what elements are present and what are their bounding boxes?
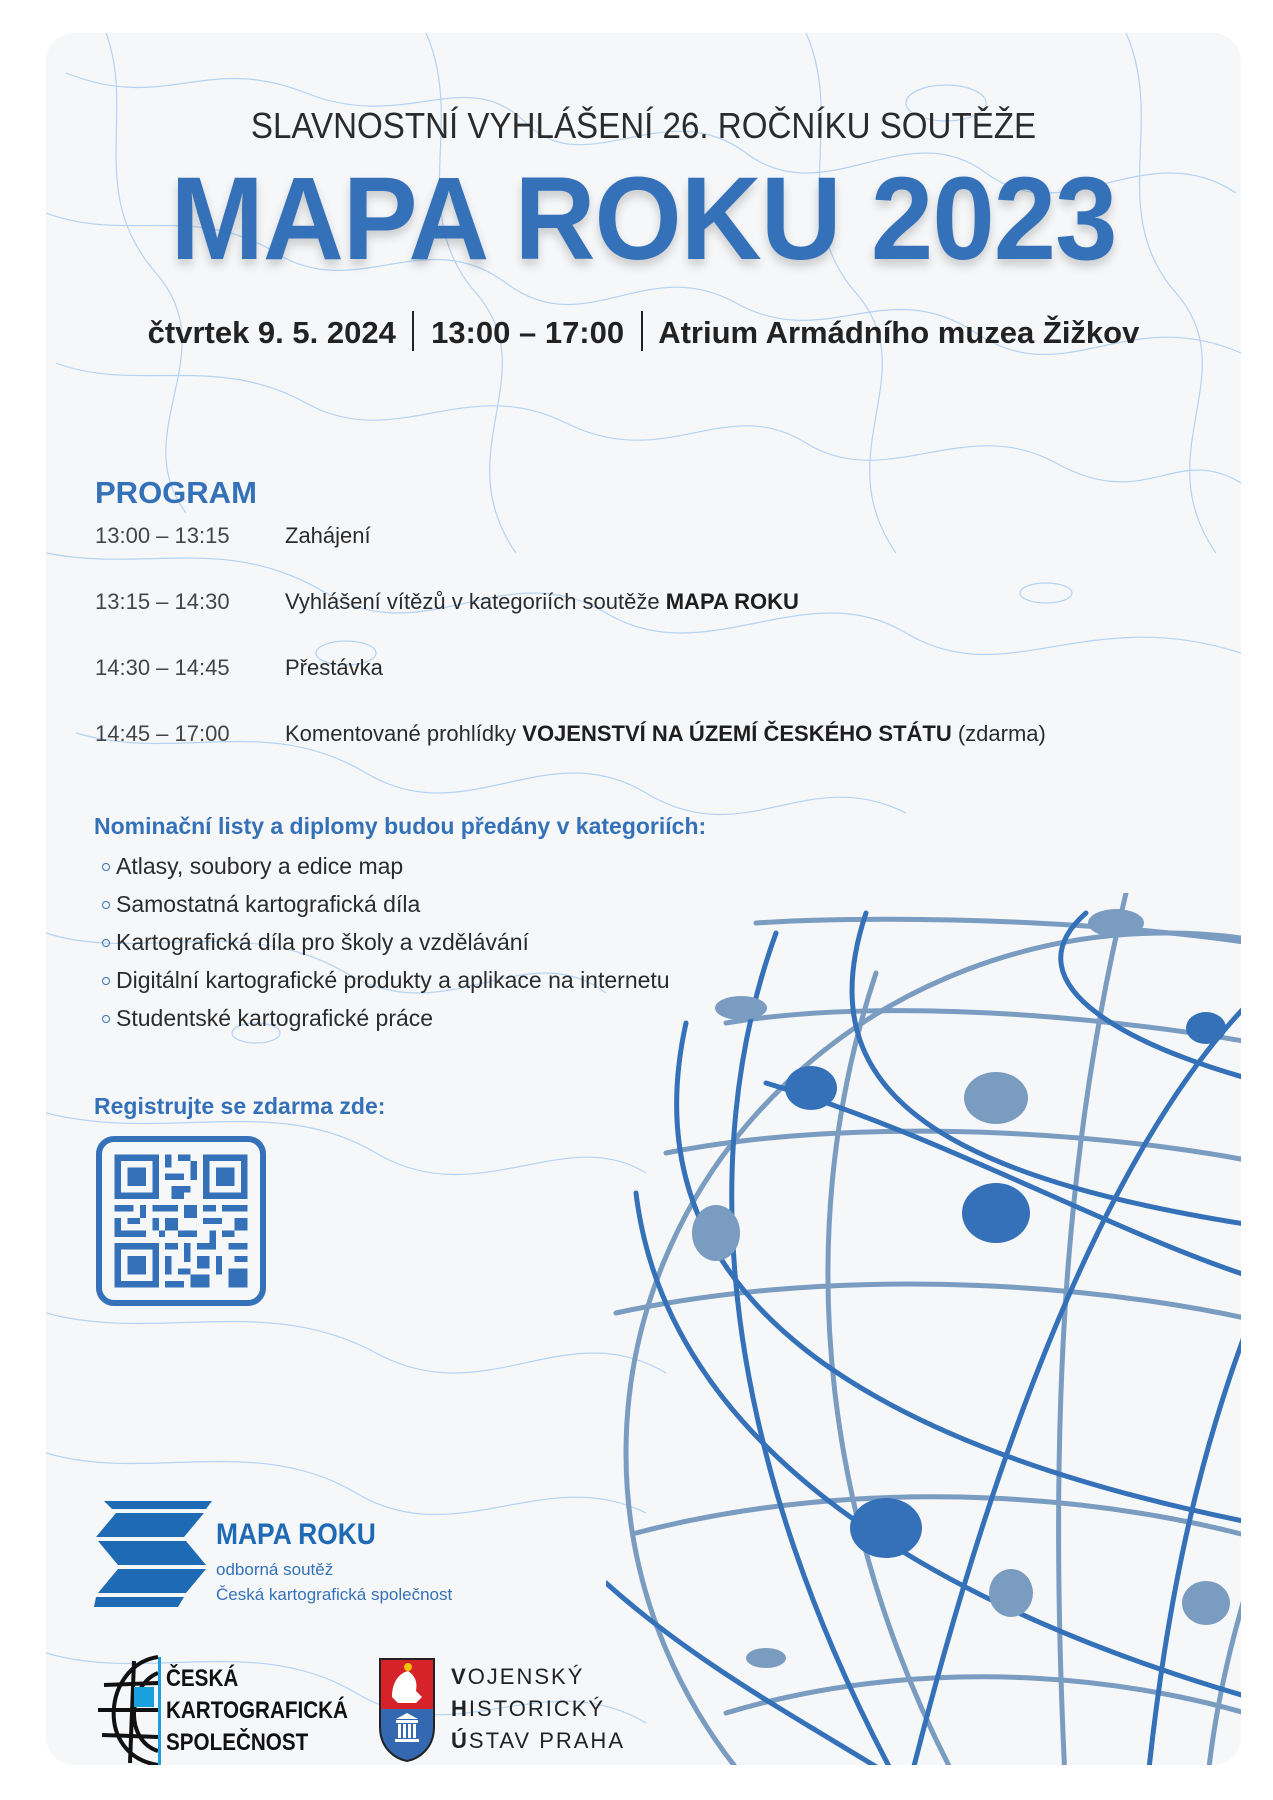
bullet-icon — [102, 977, 110, 985]
divider — [641, 311, 643, 351]
bullet-icon — [102, 939, 110, 947]
list-item — [102, 961, 670, 999]
program-item-bold: MAPA ROKU — [665, 589, 799, 614]
list-item-text: Digitální kartografické produkty a aplikace na internetu — [116, 967, 670, 993]
vhu-rest: OJENSKÝ — [467, 1664, 585, 1689]
vhu-logo-text — [451, 1661, 625, 1757]
vhu-line — [451, 1725, 625, 1757]
event-dateline — [46, 311, 1241, 351]
list-item-text: Atlasy, soubory a edice map — [116, 853, 404, 879]
event-venue: Atrium Armádního muzea Žižkov — [658, 315, 1140, 350]
list-item — [102, 847, 670, 885]
bullet-icon — [102, 1015, 110, 1023]
vhu-initial: Ú — [451, 1728, 469, 1753]
vhu-line — [451, 1661, 625, 1693]
cks-line: ČESKÁ — [166, 1665, 239, 1692]
event-subtitle: SLAVNOSTNÍ VYHLÁŠENÍ 26. ROČNÍKU SOUTĚŽE — [250, 105, 1037, 146]
vhu-initial: V — [451, 1664, 468, 1689]
program-item-text: Vyhlášení vítězů v kategoriích soutěže — [285, 589, 666, 614]
program-item-bold: VOJENSTVÍ NA ÚZEMÍ ČESKÉHO STÁTU — [522, 721, 952, 746]
program-item-text: Komentované prohlídky — [285, 721, 523, 746]
poster — [46, 33, 1241, 1765]
event-date: čtvrtek 9. 5. 2024 — [147, 315, 396, 350]
program-item — [95, 523, 371, 549]
program-item-time: 14:30 – 14:45 — [95, 655, 230, 680]
globe-network-illustration — [606, 893, 1241, 1765]
vhu-initial: H — [451, 1696, 469, 1721]
vhu-line — [451, 1693, 625, 1725]
program-item — [95, 721, 1046, 747]
program-item-text: Přestávka — [285, 655, 383, 680]
program-item-suffix: (zdarma) — [951, 721, 1046, 746]
mapa-roku-organizer: Česká kartografická společnost — [216, 1585, 453, 1604]
vhu-rest: STAV PRAHA — [468, 1728, 625, 1753]
program-item-time: 13:00 – 13:15 — [95, 523, 230, 548]
bullet-icon — [102, 863, 110, 871]
list-item — [102, 923, 670, 961]
cks-globe-logo — [94, 1655, 158, 1765]
mapa-roku-subtitle: odborná soutěž — [216, 1560, 334, 1579]
program-item-time: 14:45 – 17:00 — [95, 721, 230, 746]
mapa-roku-logo — [94, 1501, 214, 1609]
cks-line: SPOLEČNOST — [166, 1729, 309, 1756]
list-item — [102, 885, 670, 923]
cks-line: KARTOGRAFICKÁ — [166, 1697, 348, 1724]
qr-code-icon[interactable] — [96, 1136, 266, 1306]
event-time: 13:00 – 17:00 — [431, 315, 625, 350]
vhu-coat-of-arms-icon — [378, 1657, 436, 1763]
list-item-text: Samostatná kartografická díla — [116, 891, 421, 917]
program-item — [95, 589, 799, 615]
nominations-heading: Nominační listy a diplomy budou předány v kategoriích: — [94, 813, 707, 839]
registration-heading: Registrujte se zdarma zde: — [94, 1093, 386, 1119]
bullet-icon — [102, 901, 110, 909]
event-title: MAPA ROKU 2023 — [170, 153, 1117, 285]
program-item — [95, 655, 383, 681]
cks-logo-text — [166, 1663, 348, 1759]
divider — [158, 1657, 161, 1765]
program-heading: PROGRAM — [95, 475, 257, 510]
mapa-roku-title: MAPA ROKU — [216, 1518, 376, 1551]
list-item — [102, 999, 670, 1037]
vhu-rest: ISTORICKÝ — [468, 1696, 606, 1721]
nominations-list — [102, 847, 670, 1037]
divider — [412, 311, 414, 351]
list-item-text: Studentské kartografické práce — [116, 1005, 434, 1031]
program-item-text: Zahájení — [285, 523, 371, 548]
list-item-text: Kartografická díla pro školy a vzdělávání — [116, 929, 529, 955]
program-item-time: 13:15 – 14:30 — [95, 589, 230, 614]
